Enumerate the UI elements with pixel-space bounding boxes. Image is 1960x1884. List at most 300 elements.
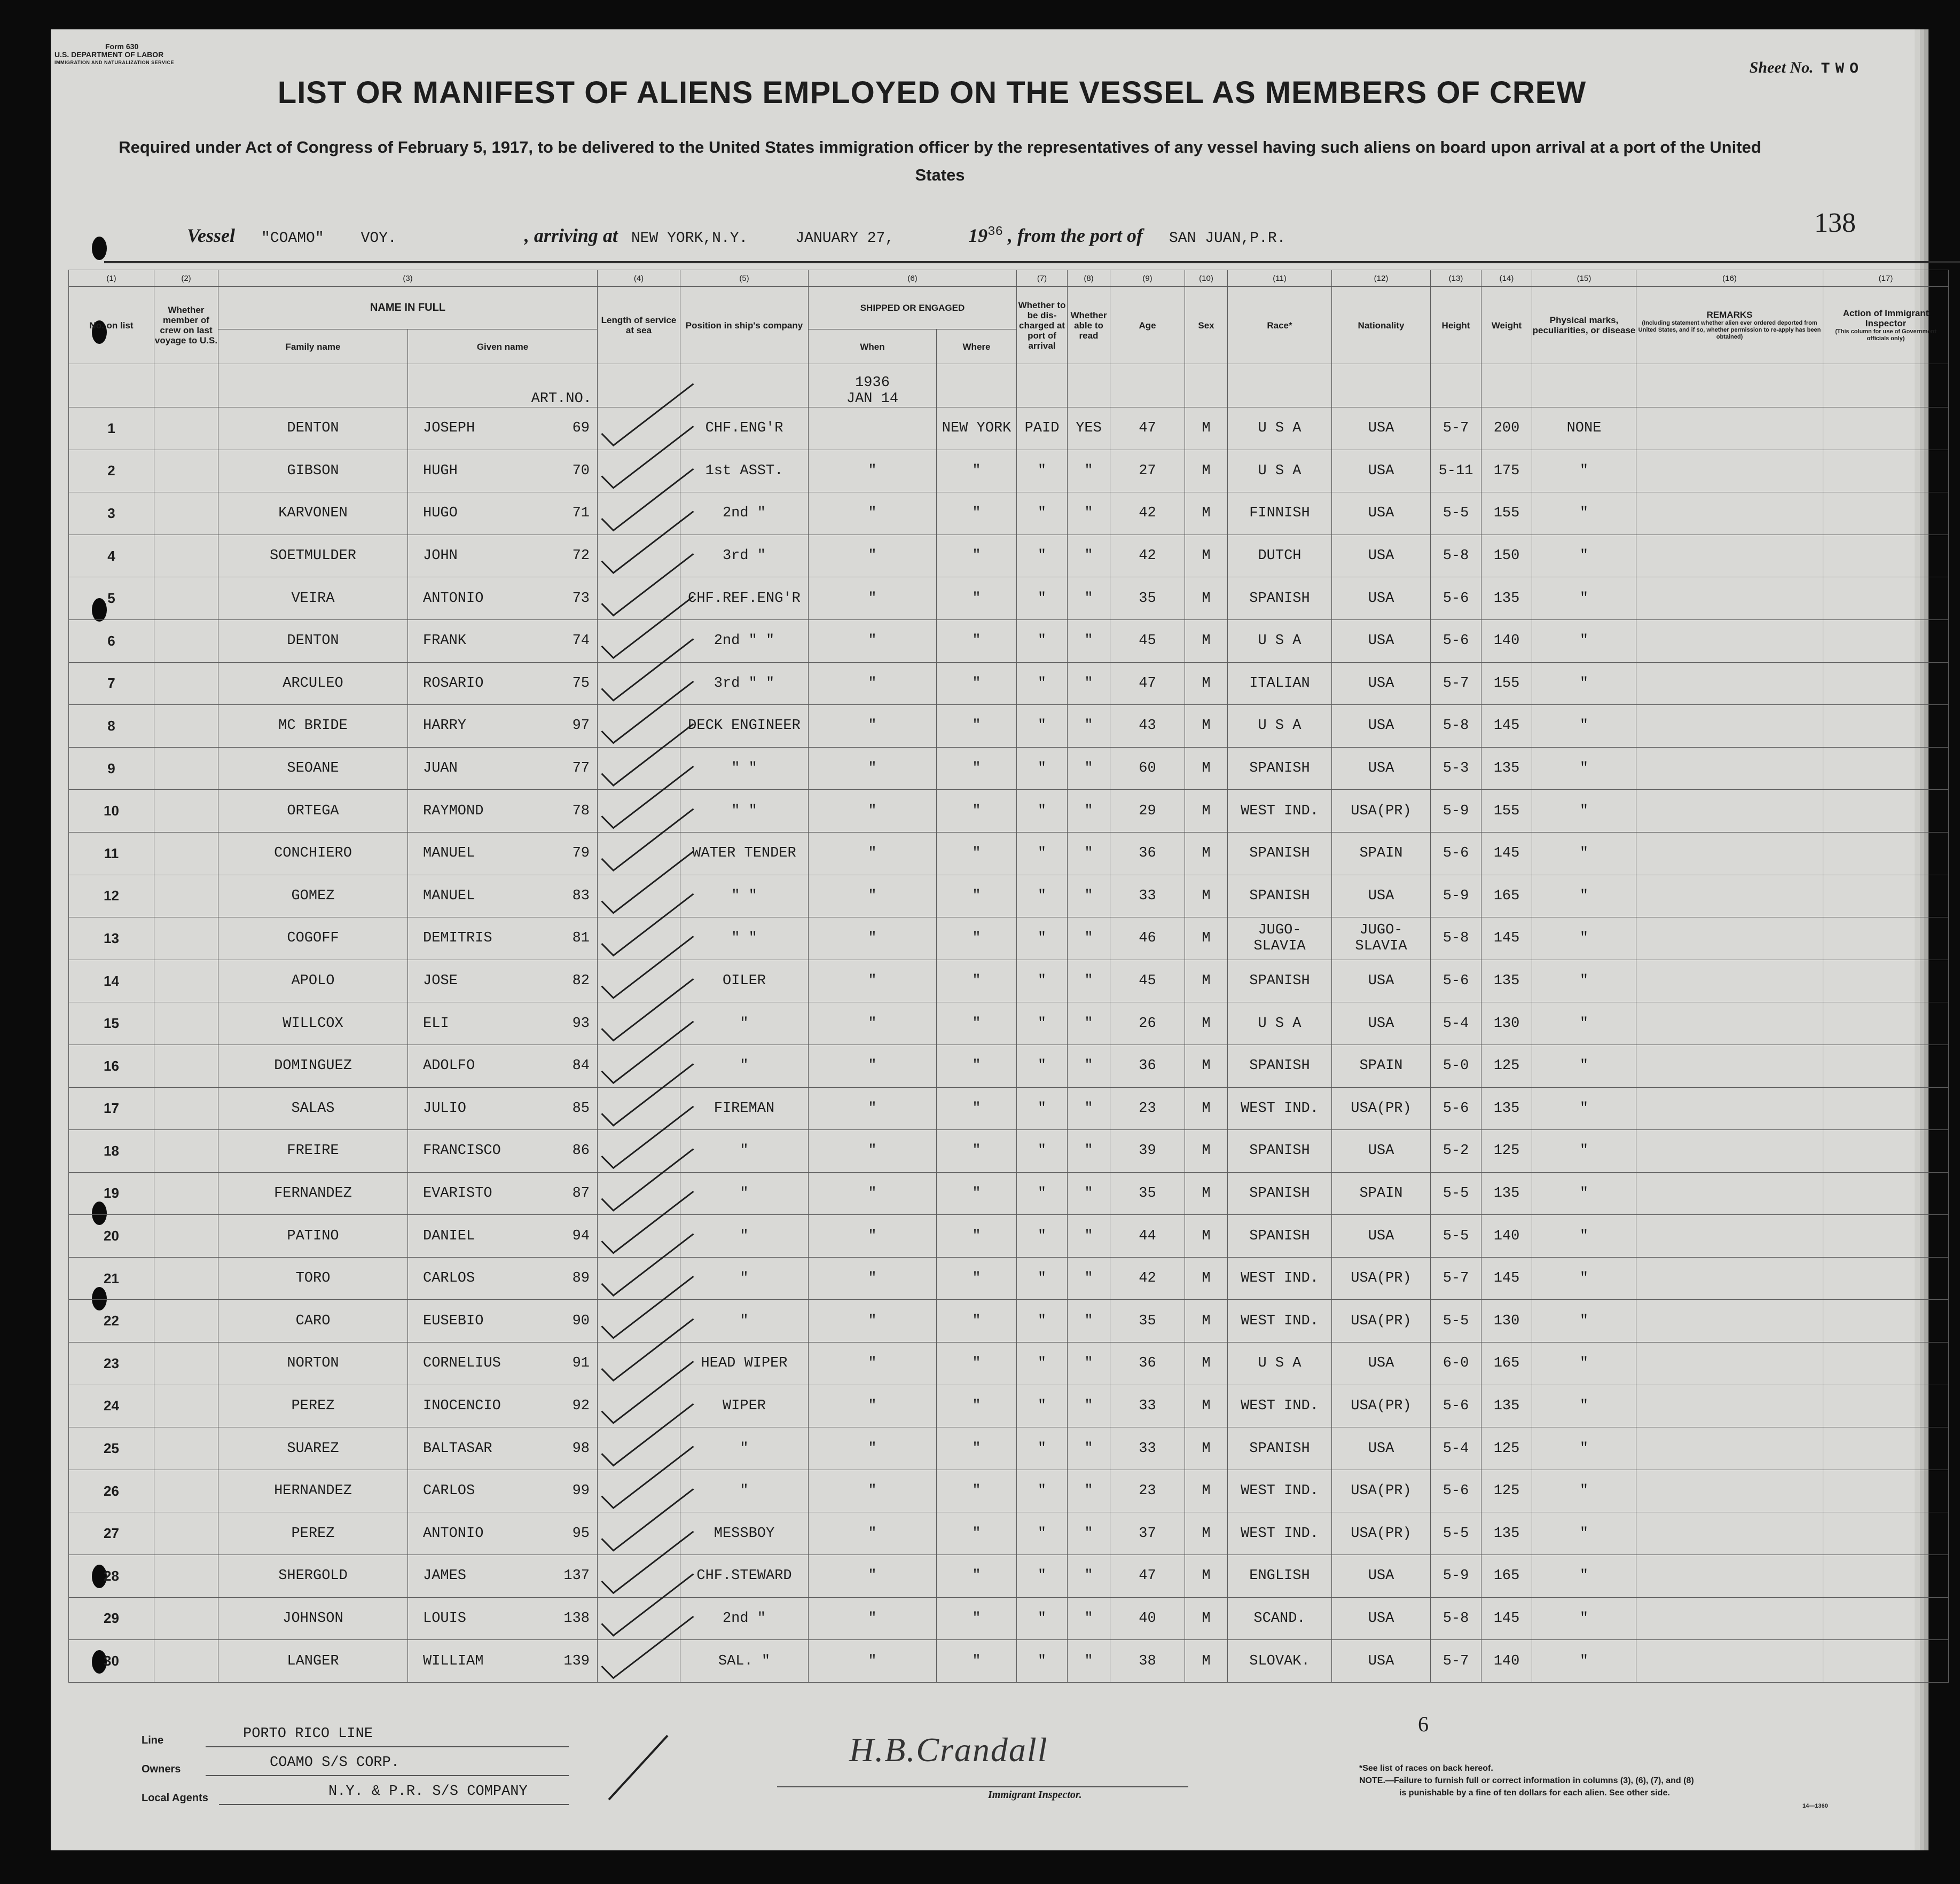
race: U S A bbox=[1228, 407, 1332, 450]
race: SPANISH bbox=[1228, 1215, 1332, 1258]
height: 5-8 bbox=[1431, 535, 1481, 577]
race: U S A bbox=[1228, 619, 1332, 662]
family-name: FERNANDEZ bbox=[218, 1172, 408, 1215]
race: SLOVAK. bbox=[1228, 1640, 1332, 1683]
col-num-15: (15) bbox=[1532, 270, 1636, 287]
sex: M bbox=[1185, 790, 1228, 833]
race: U S A bbox=[1228, 705, 1332, 748]
race: SPANISH bbox=[1228, 1427, 1332, 1470]
able-to-read: " bbox=[1068, 1597, 1110, 1640]
height: 5-5 bbox=[1431, 1300, 1481, 1343]
given-name-text: JOHN bbox=[423, 548, 458, 564]
row-number: 29 bbox=[69, 1597, 154, 1640]
height: 5-7 bbox=[1431, 407, 1481, 450]
given-name-text: JAMES bbox=[423, 1568, 467, 1584]
nationality: USA bbox=[1332, 662, 1431, 705]
shipped-where: " bbox=[937, 747, 1017, 790]
article-number: 87 bbox=[572, 1185, 590, 1202]
discharged: " bbox=[1017, 1045, 1068, 1087]
given-name-text: CARLOS bbox=[423, 1270, 475, 1287]
given-name-text: FRANK bbox=[423, 633, 467, 649]
position: " bbox=[680, 1300, 809, 1343]
nationality: USA(PR) bbox=[1332, 1300, 1431, 1343]
row-number: 17 bbox=[69, 1087, 154, 1130]
given-name-text: HUGH bbox=[423, 462, 458, 479]
line-field-rule bbox=[206, 1746, 569, 1747]
sex: M bbox=[1185, 1215, 1228, 1258]
weight: 125 bbox=[1481, 1470, 1532, 1512]
nationality: USA(PR) bbox=[1332, 1257, 1431, 1300]
sex: M bbox=[1185, 1002, 1228, 1045]
voyage-abbrev: VOY. bbox=[360, 230, 397, 247]
weight: 130 bbox=[1481, 1300, 1532, 1343]
race: SPANISH bbox=[1228, 1172, 1332, 1215]
position: CHF.REF.ENG'R bbox=[680, 577, 809, 620]
position: OILER bbox=[680, 960, 809, 1002]
able-to-read: " bbox=[1068, 1215, 1110, 1258]
article-number: 90 bbox=[572, 1313, 590, 1329]
shipped-when: " bbox=[809, 1045, 937, 1087]
family-name: LANGER bbox=[218, 1640, 408, 1683]
discharged: " bbox=[1017, 662, 1068, 705]
race: WEST IND. bbox=[1228, 1300, 1332, 1343]
age: 42 bbox=[1110, 535, 1185, 577]
able-to-read: " bbox=[1068, 960, 1110, 1002]
nationality: USA bbox=[1332, 1002, 1431, 1045]
position: 3rd " bbox=[680, 535, 809, 577]
height: 5-8 bbox=[1431, 705, 1481, 748]
shipped-where: " bbox=[937, 1512, 1017, 1555]
signature-rule bbox=[777, 1786, 1188, 1787]
weight: 145 bbox=[1481, 917, 1532, 960]
article-number: 77 bbox=[572, 760, 590, 777]
height: 5-6 bbox=[1431, 1087, 1481, 1130]
discharged: " bbox=[1017, 832, 1068, 875]
family-name: PEREZ bbox=[218, 1512, 408, 1555]
discharged: " bbox=[1017, 1087, 1068, 1130]
weight: 135 bbox=[1481, 1172, 1532, 1215]
row-number: 13 bbox=[69, 917, 154, 960]
year-suffix: 36 bbox=[987, 225, 1003, 239]
nationality: USA(PR) bbox=[1332, 790, 1431, 833]
age: 33 bbox=[1110, 1385, 1185, 1427]
sex: M bbox=[1185, 619, 1228, 662]
age: 42 bbox=[1110, 1257, 1185, 1300]
race: FINNISH bbox=[1228, 492, 1332, 535]
weight: 145 bbox=[1481, 832, 1532, 875]
position: 3rd " " bbox=[680, 662, 809, 705]
sex: M bbox=[1185, 1470, 1228, 1512]
shipped-when: " bbox=[809, 1385, 937, 1427]
discharged: " bbox=[1017, 1343, 1068, 1385]
able-to-read: " bbox=[1068, 1002, 1110, 1045]
document-subtitle: Required under Act of Congress of February 5, 1917, to be delivered to the United States immigration officer by the representatives of any vessel having such aliens on board upon arrival at a port of the United States bbox=[119, 138, 1761, 184]
department-name: U.S. DEPARTMENT OF LABOR bbox=[54, 50, 164, 59]
weight: 140 bbox=[1481, 1640, 1532, 1683]
physical-marks: " bbox=[1532, 1300, 1636, 1343]
height: 5-8 bbox=[1431, 917, 1481, 960]
age: 35 bbox=[1110, 577, 1185, 620]
race: WEST IND. bbox=[1228, 1257, 1332, 1300]
height: 5-5 bbox=[1431, 1215, 1481, 1258]
row-number: 30 bbox=[69, 1640, 154, 1683]
discharged: " bbox=[1017, 705, 1068, 748]
able-to-read: " bbox=[1068, 1172, 1110, 1215]
col-num-3: (3) bbox=[218, 270, 598, 287]
race: SPANISH bbox=[1228, 832, 1332, 875]
family-name: PATINO bbox=[218, 1215, 408, 1258]
able-to-read: " bbox=[1068, 875, 1110, 917]
article-number: 86 bbox=[572, 1143, 590, 1159]
nationality: USA bbox=[1332, 705, 1431, 748]
physical-marks: " bbox=[1532, 577, 1636, 620]
header-height: Height bbox=[1431, 287, 1481, 364]
given-name-text: HARRY bbox=[423, 718, 467, 734]
owners-label: Owners bbox=[142, 1763, 181, 1775]
service-name: IMMIGRATION AND NATURALIZATION SERVICE bbox=[54, 60, 174, 65]
physical-marks: " bbox=[1532, 1555, 1636, 1598]
able-to-read: " bbox=[1068, 1087, 1110, 1130]
family-name: CARO bbox=[218, 1300, 408, 1343]
age: 43 bbox=[1110, 705, 1185, 748]
header-action-note: (This column for use of Government officials only) bbox=[1835, 328, 1937, 342]
physical-marks: " bbox=[1532, 1045, 1636, 1087]
article-number: 138 bbox=[563, 1610, 590, 1627]
sex: M bbox=[1185, 1555, 1228, 1598]
shipped-where: " bbox=[937, 1470, 1017, 1512]
sex: M bbox=[1185, 1597, 1228, 1640]
col-num-12: (12) bbox=[1332, 270, 1431, 287]
given-name-text: MANUEL bbox=[423, 845, 475, 862]
discharged: " bbox=[1017, 535, 1068, 577]
given-name-text: WILLIAM bbox=[423, 1653, 484, 1669]
article-number: 75 bbox=[572, 675, 590, 692]
physical-marks: " bbox=[1532, 747, 1636, 790]
header-name-in-full: NAME IN FULL bbox=[218, 287, 598, 329]
sex: M bbox=[1185, 1300, 1228, 1343]
family-name: CONCHIERO bbox=[218, 832, 408, 875]
physical-marks: " bbox=[1532, 1640, 1636, 1683]
weight: 125 bbox=[1481, 1130, 1532, 1173]
row-number: 12 bbox=[69, 875, 154, 917]
race: SPANISH bbox=[1228, 960, 1332, 1002]
able-to-read: " bbox=[1068, 705, 1110, 748]
able-to-read: " bbox=[1068, 1300, 1110, 1343]
article-number: 82 bbox=[572, 973, 590, 990]
height: 5-4 bbox=[1431, 1002, 1481, 1045]
shipped-where: " bbox=[937, 619, 1017, 662]
weight: 135 bbox=[1481, 1385, 1532, 1427]
row-number: 28 bbox=[69, 1555, 154, 1598]
able-to-read: " bbox=[1068, 1385, 1110, 1427]
weight: 135 bbox=[1481, 960, 1532, 1002]
weight: 135 bbox=[1481, 1512, 1532, 1555]
article-number: 137 bbox=[563, 1568, 590, 1584]
nationality: USA bbox=[1332, 1555, 1431, 1598]
discharged: " bbox=[1017, 1512, 1068, 1555]
line-value: PORTO RICO LINE bbox=[243, 1726, 373, 1742]
family-name: TORO bbox=[218, 1257, 408, 1300]
row-number: 14 bbox=[69, 960, 154, 1002]
shipped-where: " bbox=[937, 917, 1017, 960]
shipped-when: " bbox=[809, 1555, 937, 1598]
position: " " bbox=[680, 747, 809, 790]
vessel-label: Vessel bbox=[187, 225, 235, 246]
shipped-when: " bbox=[809, 577, 937, 620]
shipped-when: " bbox=[809, 747, 937, 790]
sex: M bbox=[1185, 705, 1228, 748]
shipped-where: " bbox=[937, 1427, 1017, 1470]
given-name-text: JULIO bbox=[423, 1100, 467, 1117]
header-position: Position in ship's company bbox=[680, 287, 809, 364]
race: SPANISH bbox=[1228, 577, 1332, 620]
weight: 155 bbox=[1481, 662, 1532, 705]
discharged: " bbox=[1017, 1002, 1068, 1045]
header-when: When bbox=[809, 329, 937, 364]
position: " bbox=[680, 1002, 809, 1045]
sex: M bbox=[1185, 917, 1228, 960]
owners-field-rule bbox=[206, 1775, 569, 1776]
race: DUTCH bbox=[1228, 535, 1332, 577]
row-number: 6 bbox=[69, 619, 154, 662]
shipped-when: " bbox=[809, 492, 937, 535]
discharged: " bbox=[1017, 1300, 1068, 1343]
row-number: 20 bbox=[69, 1215, 154, 1258]
position: 1st ASST. bbox=[680, 450, 809, 492]
age: 47 bbox=[1110, 662, 1185, 705]
shipped-when: " bbox=[809, 1300, 937, 1343]
age: 45 bbox=[1110, 960, 1185, 1002]
col-num-5: (5) bbox=[680, 270, 809, 287]
header-length-service: Length of service at sea bbox=[598, 287, 680, 364]
family-name: DOMINGUEZ bbox=[218, 1045, 408, 1087]
sex: M bbox=[1185, 1385, 1228, 1427]
weight: 150 bbox=[1481, 535, 1532, 577]
inspector-label: Immigrant Inspector. bbox=[988, 1789, 1082, 1801]
position: " " bbox=[680, 790, 809, 833]
row-number: 15 bbox=[69, 1002, 154, 1045]
article-number: 99 bbox=[572, 1483, 590, 1500]
shipped-when: " bbox=[809, 917, 937, 960]
family-name: HERNANDEZ bbox=[218, 1470, 408, 1512]
given-name-text: HUGO bbox=[423, 505, 458, 522]
able-to-read: " bbox=[1068, 619, 1110, 662]
shipped-when: " bbox=[809, 1470, 937, 1512]
nationality: USA bbox=[1332, 1215, 1431, 1258]
shipped-when: " bbox=[809, 1427, 937, 1470]
nationality: USA bbox=[1332, 577, 1431, 620]
sex: M bbox=[1185, 1172, 1228, 1215]
shipped-when: " bbox=[809, 1215, 937, 1258]
race: U S A bbox=[1228, 450, 1332, 492]
family-name: SEOANE bbox=[218, 747, 408, 790]
given-name-text: EUSEBIO bbox=[423, 1313, 484, 1329]
row-number: 16 bbox=[69, 1045, 154, 1087]
shipped-where: " bbox=[937, 492, 1017, 535]
article-number: 79 bbox=[572, 845, 590, 862]
weight: 145 bbox=[1481, 705, 1532, 748]
col-num-8: (8) bbox=[1068, 270, 1110, 287]
age: 36 bbox=[1110, 832, 1185, 875]
position: WATER TENDER bbox=[680, 832, 809, 875]
discharged: " bbox=[1017, 790, 1068, 833]
height: 5-5 bbox=[1431, 492, 1481, 535]
weight: 135 bbox=[1481, 747, 1532, 790]
position: HEAD WIPER bbox=[680, 1343, 809, 1385]
art-no-label: ART.NO. bbox=[408, 364, 598, 407]
nationality: USA bbox=[1332, 747, 1431, 790]
row-number: 2 bbox=[69, 450, 154, 492]
header-race: Race* bbox=[1228, 287, 1332, 364]
able-to-read: " bbox=[1068, 747, 1110, 790]
age: 42 bbox=[1110, 492, 1185, 535]
col-num-2: (2) bbox=[154, 270, 218, 287]
weight: 140 bbox=[1481, 1215, 1532, 1258]
nationality: JUGO- SLAVIA bbox=[1332, 917, 1431, 960]
race: WEST IND. bbox=[1228, 790, 1332, 833]
shipped-when: " bbox=[809, 1512, 937, 1555]
family-name: WILLCOX bbox=[218, 1002, 408, 1045]
nationality: SPAIN bbox=[1332, 1045, 1431, 1087]
height: 5-11 bbox=[1431, 450, 1481, 492]
row-number: 1 bbox=[69, 407, 154, 450]
article-number: 70 bbox=[572, 462, 590, 479]
able-to-read: " bbox=[1068, 1512, 1110, 1555]
discharged: PAID bbox=[1017, 407, 1068, 450]
able-to-read: " bbox=[1068, 1343, 1110, 1385]
age: 40 bbox=[1110, 1597, 1185, 1640]
age: 27 bbox=[1110, 450, 1185, 492]
physical-marks: " bbox=[1532, 1597, 1636, 1640]
age: 36 bbox=[1110, 1045, 1185, 1087]
row-number: 11 bbox=[69, 832, 154, 875]
given-name-text: FRANCISCO bbox=[423, 1143, 501, 1159]
header-no-on-list: No. on list bbox=[69, 287, 154, 364]
nationality: USA bbox=[1332, 1130, 1431, 1173]
shipped-where: " bbox=[937, 662, 1017, 705]
header-physical: Physical marks, peculiarities, or disease bbox=[1532, 287, 1636, 364]
age: 47 bbox=[1110, 1555, 1185, 1598]
family-name: SHERGOLD bbox=[218, 1555, 408, 1598]
physical-marks: " bbox=[1532, 832, 1636, 875]
height: 5-6 bbox=[1431, 577, 1481, 620]
sex: M bbox=[1185, 1087, 1228, 1130]
sex: M bbox=[1185, 960, 1228, 1002]
discharged: " bbox=[1017, 619, 1068, 662]
nationality: USA(PR) bbox=[1332, 1087, 1431, 1130]
shipped-where: " bbox=[937, 875, 1017, 917]
agents-value: N.Y. & P.R. S/S COMPANY bbox=[328, 1784, 528, 1800]
races-note: *See list of races on back hereof. bbox=[1359, 1764, 1493, 1773]
sex: M bbox=[1185, 1257, 1228, 1300]
row-number: 18 bbox=[69, 1130, 154, 1173]
discharged: " bbox=[1017, 1555, 1068, 1598]
family-name: DENTON bbox=[218, 619, 408, 662]
height: 5-7 bbox=[1431, 1257, 1481, 1300]
nationality: USA bbox=[1332, 1427, 1431, 1470]
article-number: 74 bbox=[572, 633, 590, 649]
discharged: " bbox=[1017, 577, 1068, 620]
sex: M bbox=[1185, 1640, 1228, 1683]
family-name: ORTEGA bbox=[218, 790, 408, 833]
weight: 125 bbox=[1481, 1427, 1532, 1470]
able-to-read: " bbox=[1068, 577, 1110, 620]
article-number: 95 bbox=[572, 1525, 590, 1542]
penalty-note-continued: is punishable by a fine of ten dollars for each alien. See other side. bbox=[1399, 1788, 1670, 1797]
discharged: " bbox=[1017, 917, 1068, 960]
weight: 165 bbox=[1481, 875, 1532, 917]
article-number: 85 bbox=[572, 1100, 590, 1117]
position: " bbox=[680, 1257, 809, 1300]
height: 5-6 bbox=[1431, 1470, 1481, 1512]
shipped-where: " bbox=[937, 1130, 1017, 1173]
article-number: 89 bbox=[572, 1270, 590, 1287]
document-title: LIST OR MANIFEST OF ALIENS EMPLOYED ON THE VESSEL AS MEMBERS OF CREW bbox=[277, 75, 1587, 110]
nationality: USA bbox=[1332, 535, 1431, 577]
col-num-10: (10) bbox=[1185, 270, 1228, 287]
shipped-where: " bbox=[937, 790, 1017, 833]
nationality: USA bbox=[1332, 492, 1431, 535]
race: U S A bbox=[1228, 1002, 1332, 1045]
physical-marks: " bbox=[1532, 1172, 1636, 1215]
family-name: GOMEZ bbox=[218, 875, 408, 917]
family-name: JOHNSON bbox=[218, 1597, 408, 1640]
race: SPANISH bbox=[1228, 747, 1332, 790]
weight: 145 bbox=[1481, 1597, 1532, 1640]
shipped-when: " bbox=[809, 1002, 937, 1045]
able-to-read: " bbox=[1068, 832, 1110, 875]
able-to-read: " bbox=[1068, 1130, 1110, 1173]
physical-marks: " bbox=[1532, 662, 1636, 705]
arriving-label: , arriving at bbox=[524, 225, 618, 246]
form-code: 14—1360 bbox=[1802, 1803, 1828, 1809]
physical-marks: " bbox=[1532, 492, 1636, 535]
article-number: 69 bbox=[572, 420, 590, 437]
age: 33 bbox=[1110, 875, 1185, 917]
departure-port: SAN JUAN,P.R. bbox=[1169, 230, 1286, 247]
position: " bbox=[680, 1045, 809, 1087]
physical-marks: " bbox=[1532, 619, 1636, 662]
physical-marks: " bbox=[1532, 1087, 1636, 1130]
shipped-when: " bbox=[809, 1172, 937, 1215]
given-name-text: JOSE bbox=[423, 973, 458, 990]
family-name: ARCULEO bbox=[218, 662, 408, 705]
article-number: 84 bbox=[572, 1058, 590, 1074]
discharged: " bbox=[1017, 1257, 1068, 1300]
height: 5-6 bbox=[1431, 619, 1481, 662]
year-1936: 1936 bbox=[855, 375, 890, 391]
race: SPANISH bbox=[1228, 1045, 1332, 1087]
given-name-text: CARLOS bbox=[423, 1483, 475, 1500]
shipped-where: " bbox=[937, 1172, 1017, 1215]
height: 5-6 bbox=[1431, 832, 1481, 875]
age: 45 bbox=[1110, 619, 1185, 662]
position: 2nd " bbox=[680, 492, 809, 535]
row-number: 5 bbox=[69, 577, 154, 620]
height: 5-4 bbox=[1431, 1427, 1481, 1470]
article-number: 93 bbox=[572, 1015, 590, 1032]
shipped-when: " bbox=[809, 960, 937, 1002]
age: 29 bbox=[1110, 790, 1185, 833]
age: 38 bbox=[1110, 1640, 1185, 1683]
weight: 155 bbox=[1481, 790, 1532, 833]
weight: 140 bbox=[1481, 619, 1532, 662]
shipped-where: " bbox=[937, 450, 1017, 492]
position: " bbox=[680, 1427, 809, 1470]
row-number: 25 bbox=[69, 1427, 154, 1470]
age: 35 bbox=[1110, 1172, 1185, 1215]
position: " bbox=[680, 1215, 809, 1258]
